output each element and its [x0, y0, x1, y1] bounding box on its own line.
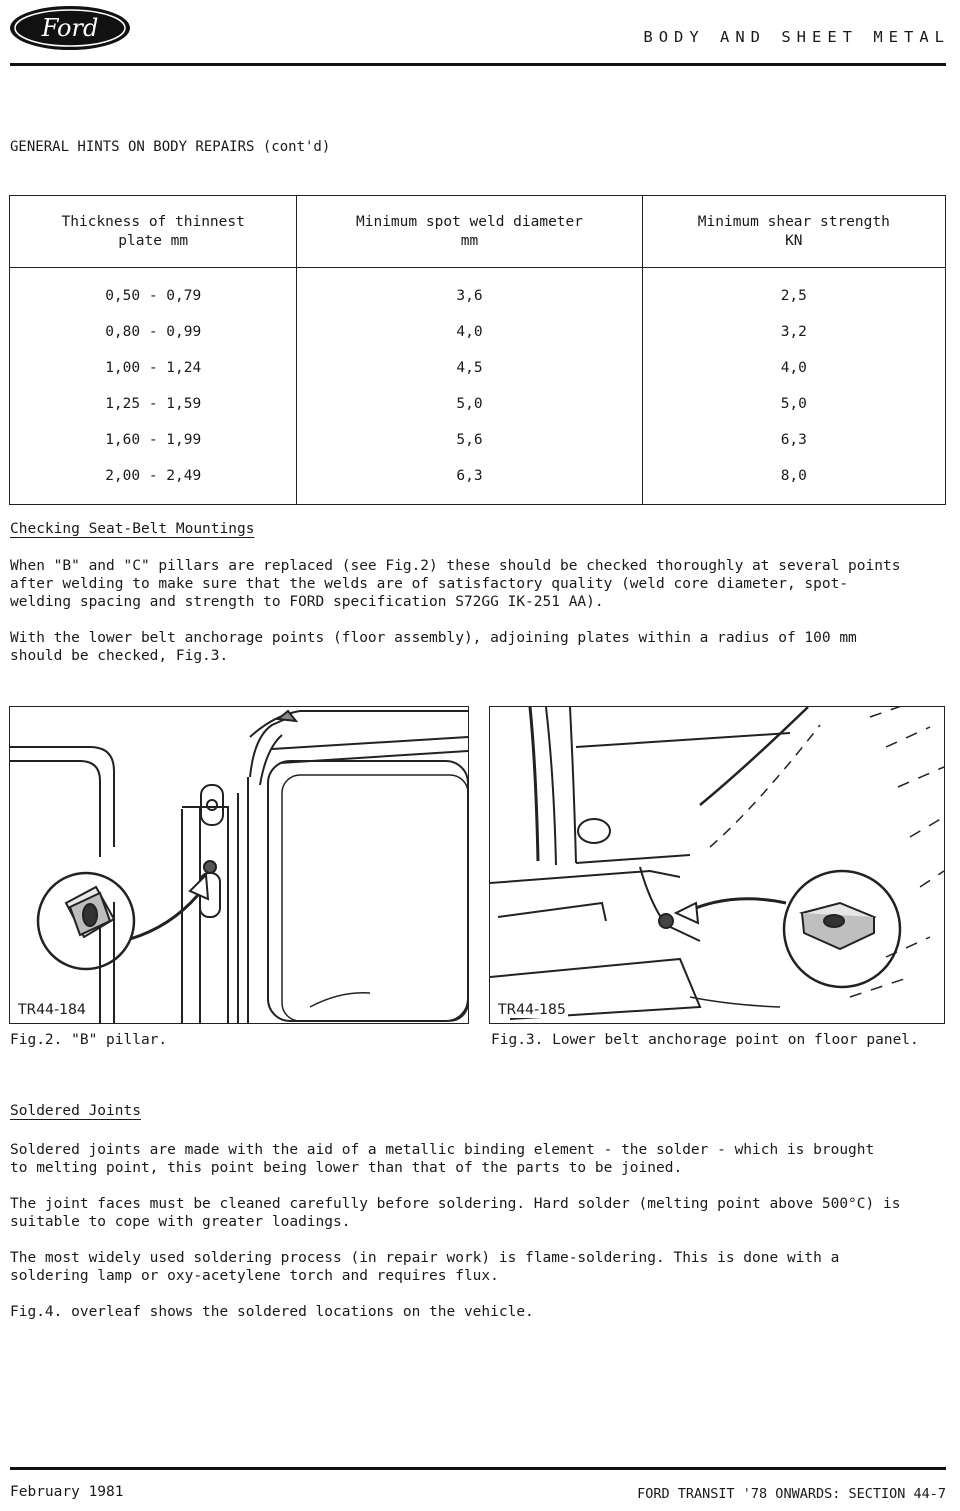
seatbelt-heading: Checking Seat-Belt Mountings: [10, 521, 255, 537]
table-header-row: [10, 196, 946, 268]
figure-3-caption: Fig.3. Lower belt anchorage point on floor panel.: [491, 1032, 919, 1048]
table-cell: 4,5: [297, 350, 642, 386]
b-pillar-illustration: [10, 707, 468, 1023]
table-cell: 3,6: [297, 268, 642, 315]
spot-weld-table: [9, 195, 946, 505]
ford-logo: [8, 4, 132, 52]
table-cell: 2,5: [642, 268, 945, 315]
floor-panel-illustration: [490, 707, 944, 1023]
column-header-shear-strength: Minimum shear strength KN: [642, 196, 945, 268]
soldered-joints-heading: Soldered Joints: [10, 1103, 141, 1119]
seatbelt-paragraph-1: When "B" and "C" pillars are replaced (see Fig.2) these should be checked thoroughly at several points after welding to make sure that the welds are of satisfactory quality (weld core diameter, spot- welding spacing and strength to FORD specification S72GG IK-251 AA).: [10, 558, 901, 610]
column-header-weld-diameter: Minimum spot weld diameter mm: [297, 196, 642, 268]
figure-b-pillar: [9, 706, 469, 1024]
table-cell: 6,3: [642, 422, 945, 458]
soldered-paragraph-1: Soldered joints are made with the aid of a metallic binding element - the solder - which is brought to melting point, this point being lower than that of the parts to be joined.: [10, 1142, 875, 1176]
table-cell: 5,0: [297, 386, 642, 422]
table-cell: 1,60 - 1,99: [10, 422, 297, 458]
figure-lower-belt-anchorage: [489, 706, 945, 1024]
table-row: [10, 422, 946, 458]
table-row: [10, 386, 946, 422]
table-cell: 0,50 - 0,79: [10, 268, 297, 315]
table-cell: 2,00 - 2,49: [10, 458, 297, 505]
logo-text: Ford: [41, 14, 99, 42]
table-cell: 3,2: [642, 314, 945, 350]
section-heading: GENERAL HINTS ON BODY REPAIRS (cont'd): [10, 139, 331, 155]
header-title: BODY AND SHEET METAL: [643, 28, 950, 46]
table-row: [10, 458, 946, 505]
column-header-thickness: Thickness of thinnest plate mm: [10, 196, 297, 268]
figure-2-caption: Fig.2. "B" pillar.: [10, 1032, 168, 1048]
table-cell: 6,3: [297, 458, 642, 505]
table-cell: 1,00 - 1,24: [10, 350, 297, 386]
header-rule: [10, 63, 946, 66]
seatbelt-paragraph-2: With the lower belt anchorage points (floor assembly), adjoining plates within a radius of 100 mm should be checked, Fig.3.: [10, 630, 857, 664]
table-cell: 8,0: [642, 458, 945, 505]
footer-page-ref: FORD TRANSIT '78 ONWARDS: SECTION 44-7: [637, 1486, 946, 1502]
soldered-paragraph-2: The joint faces must be cleaned carefully before soldering. Hard solder (melting point above 500°C) is suitable to cope with greater loadings.: [10, 1196, 901, 1230]
table-cell: 4,0: [642, 350, 945, 386]
soldered-paragraph-4: Fig.4. overleaf shows the soldered locations on the vehicle.: [10, 1304, 534, 1320]
figure-ref-label: TR44-185: [498, 1002, 566, 1018]
figure-ref-label: TR44-184: [18, 1002, 86, 1018]
table-cell: 4,0: [297, 314, 642, 350]
soldered-paragraph-3: The most widely used soldering process (in repair work) is flame-soldering. This is done with a soldering lamp or oxy-acetylene torch and requires flux.: [10, 1250, 840, 1284]
footer-date: February 1981: [10, 1484, 124, 1500]
footer-rule: [10, 1467, 946, 1470]
table-cell: 5,6: [297, 422, 642, 458]
table-cell: 0,80 - 0,99: [10, 314, 297, 350]
table-cell: 1,25 - 1,59: [10, 386, 297, 422]
table-cell: 5,0: [642, 386, 945, 422]
table-row: [10, 268, 946, 315]
table-row: [10, 350, 946, 386]
table-row: [10, 314, 946, 350]
